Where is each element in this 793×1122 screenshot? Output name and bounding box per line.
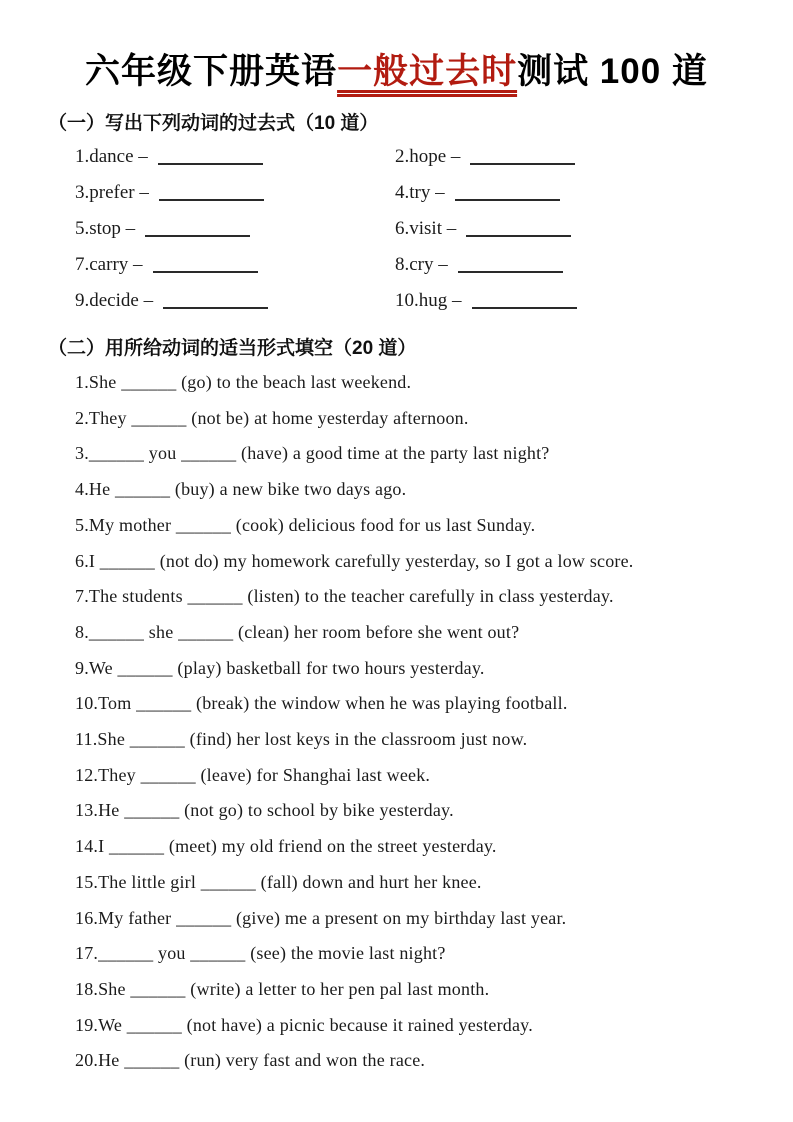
question-item — [75, 1043, 793, 1079]
verb-item — [75, 146, 395, 168]
question-item — [75, 936, 793, 972]
answer-blank-line — [472, 307, 577, 309]
verb-item — [75, 290, 395, 312]
verb-item — [395, 290, 715, 312]
question-item — [75, 579, 793, 615]
question-item — [75, 722, 793, 758]
verb-label: 2.hope – — [395, 146, 461, 167]
question-text: 16.My father ______ (give) me a present on my birthday last year. — [75, 907, 567, 928]
question-text: 11.She ______ (find) her lost keys in the classroom just now. — [75, 729, 528, 750]
verb-item — [75, 218, 395, 240]
verb-label: 6.visit – — [395, 218, 457, 239]
answer-blank-line — [455, 199, 560, 201]
title-prefix: 六年级下册英语 — [85, 52, 338, 91]
section1-heading: （一）写出下列动词的过去式（10 道） — [48, 113, 379, 134]
verb-item — [395, 254, 715, 276]
question-item — [75, 365, 793, 401]
answer-blank-line — [458, 271, 563, 273]
question-item — [75, 1008, 793, 1044]
verb-label: 7.carry – — [75, 254, 143, 275]
question-text: 18.She ______ (write) a letter to her pen pal last month. — [75, 978, 490, 999]
question-text: 13.He ______ (not go) to school by bike yesterday. — [75, 800, 454, 821]
answer-blank-line — [163, 307, 268, 309]
answer-blank-line — [145, 235, 250, 237]
question-text: 14.I ______ (meet) my old friend on the street yesterday. — [75, 836, 497, 857]
verb-item — [395, 218, 715, 240]
question-text: 5.My mother ______ (cook) delicious food for us last Sunday. — [75, 514, 536, 535]
question-text: 3.______ you ______ (have) a good time at the party last night? — [75, 443, 550, 464]
question-text: 20.He ______ (run) very fast and won the race. — [75, 1050, 426, 1071]
question-text: 10.Tom ______ (break) the window when he was playing football. — [75, 693, 568, 714]
title-suffix: 测试 100 道 — [517, 52, 708, 91]
question-item — [75, 829, 793, 865]
question-item — [75, 472, 793, 508]
answer-blank-line — [158, 163, 263, 165]
question-text: 19.We ______ (not have) a picnic because it rained yesterday. — [75, 1014, 533, 1035]
question-text: 8.______ she ______ (clean) her room before she went out? — [75, 621, 520, 642]
title-highlight: 一般过去时 — [337, 52, 518, 91]
question-item — [75, 651, 793, 687]
page-title — [0, 44, 793, 94]
verb-label: 1.dance – — [75, 146, 148, 167]
answer-blank-line — [466, 235, 571, 237]
question-text: 6.I ______ (not do) my homework carefully yesterday, so I got a low score. — [75, 550, 634, 571]
question-item — [75, 865, 793, 901]
verb-item — [395, 182, 715, 204]
question-text: 15.The little girl ______ (fall) down and hurt her knee. — [75, 871, 482, 892]
question-item — [75, 544, 793, 580]
verb-item — [75, 182, 395, 204]
question-text: 17.______ you ______ (see) the movie last night? — [75, 943, 446, 964]
verb-past-tense-list — [75, 139, 793, 319]
question-text: 9.We ______ (play) basketball for two hours yesterday. — [75, 657, 485, 678]
question-item — [75, 901, 793, 937]
question-text: 7.The students ______ (listen) to the teacher carefully in class yesterday. — [75, 586, 614, 607]
question-item — [75, 686, 793, 722]
verb-label: 5.stop – — [75, 218, 136, 239]
question-text: 4.He ______ (buy) a new bike two days ago. — [75, 479, 407, 500]
section2-heading: （二）用所给动词的适当形式填空（20 道） — [48, 338, 417, 359]
question-text: 12.They ______ (leave) for Shanghai last week. — [75, 764, 431, 785]
question-text: 2.They ______ (not be) at home yesterday afternoon. — [75, 407, 469, 428]
answer-blank-line — [470, 163, 575, 165]
verb-label: 8.cry – — [395, 254, 448, 275]
question-item — [75, 436, 793, 472]
verb-label: 10.hug – — [395, 290, 462, 311]
verb-item — [395, 146, 715, 168]
answer-blank-line — [159, 199, 264, 201]
question-text: 1.She ______ (go) to the beach last weekend. — [75, 372, 412, 392]
question-item — [75, 972, 793, 1008]
fill-in-blank-questions — [75, 365, 793, 1079]
question-item — [75, 758, 793, 794]
verb-label: 9.decide – — [75, 290, 154, 311]
answer-blank-line — [153, 271, 258, 273]
verb-label: 4.try – — [395, 182, 445, 203]
verb-item — [75, 254, 395, 276]
question-item — [75, 401, 793, 437]
question-item — [75, 615, 793, 651]
verb-label: 3.prefer – — [75, 182, 149, 203]
question-item — [75, 793, 793, 829]
question-item — [75, 508, 793, 544]
